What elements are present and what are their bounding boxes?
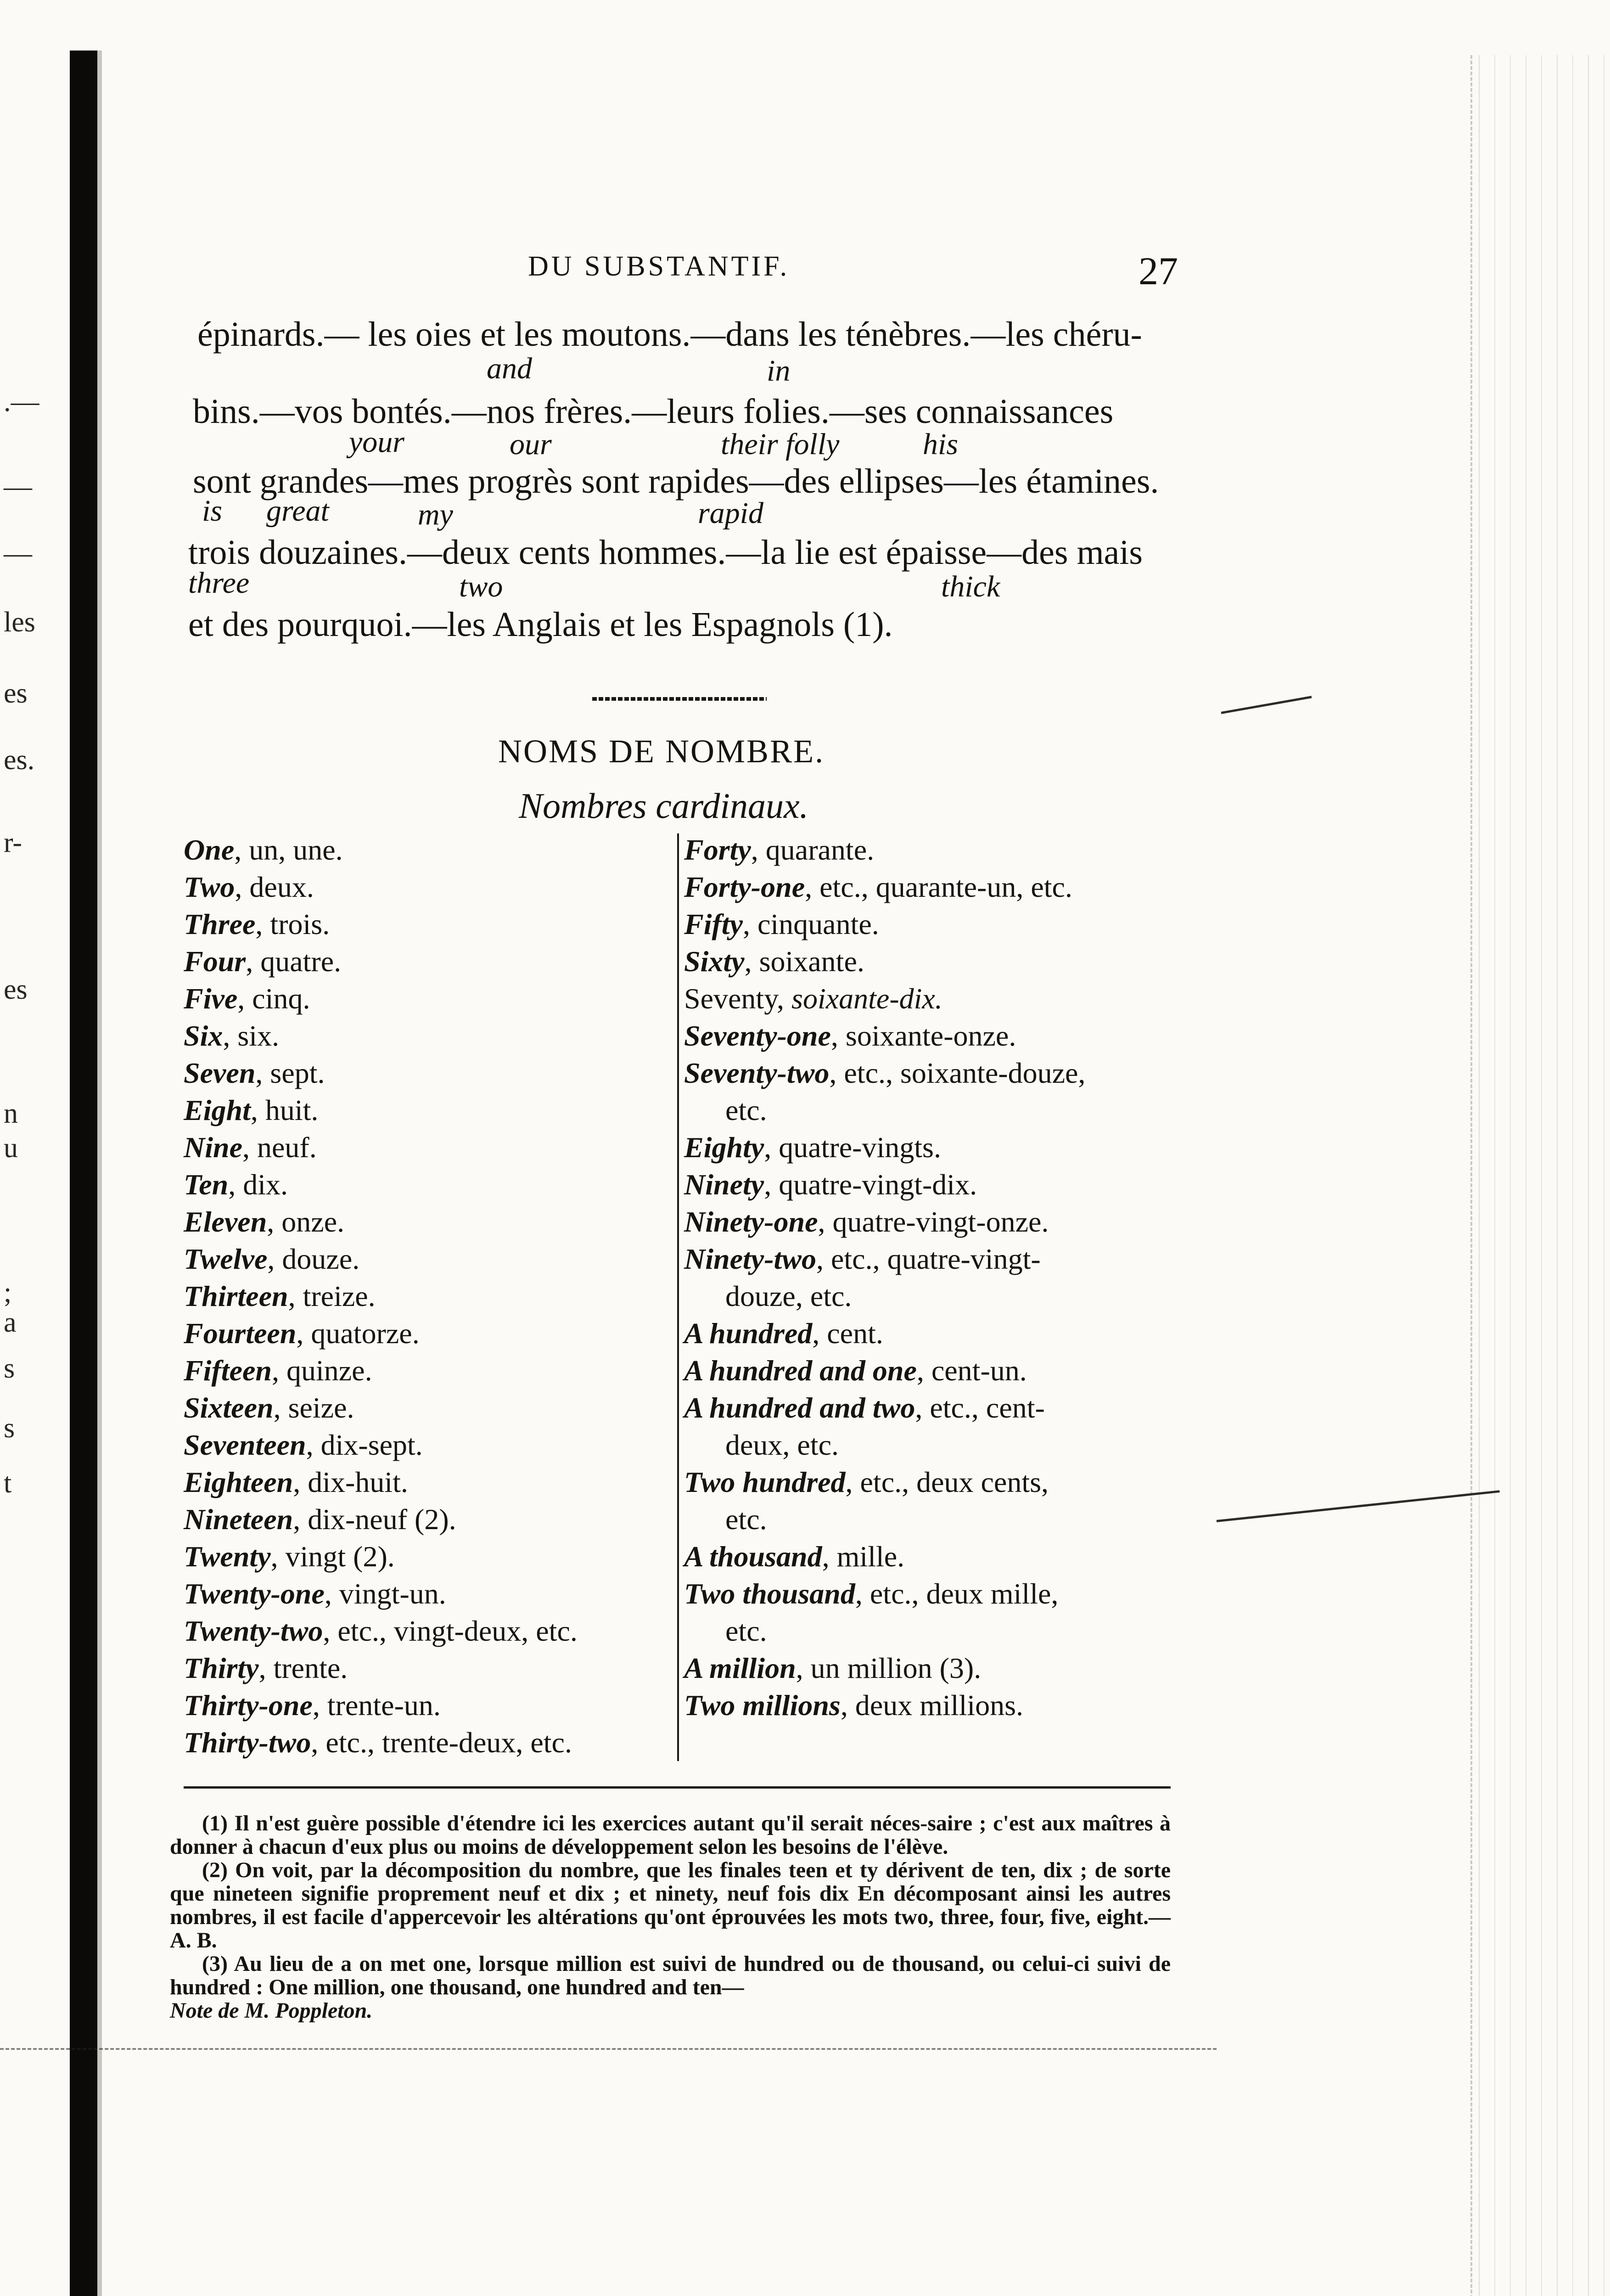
number-entry [184, 1501, 679, 1538]
exercise-line: bins.—vos bontés.—nos frères.—leurs folies.—ses connaissances [193, 392, 1114, 431]
gloss: great [266, 494, 329, 528]
english-number: Eleven [184, 1205, 267, 1238]
number-entry [184, 868, 679, 906]
french-number: , quatre-vingt-dix. [764, 1168, 977, 1201]
english-number: Two hundred [684, 1466, 846, 1498]
english-number: Eighty [684, 1131, 764, 1164]
gloss: in [767, 354, 791, 388]
number-entry [184, 1426, 679, 1463]
french-number: , quinze. [271, 1354, 372, 1387]
english-number: Fourteen [184, 1317, 297, 1350]
gloss: thick [941, 570, 1000, 603]
english-number: A hundred and two [684, 1391, 915, 1424]
french-number: , sept. [255, 1057, 325, 1089]
french-number: douze, etc. [725, 1280, 852, 1312]
gloss: my [418, 498, 453, 531]
english-number: Forty [684, 833, 751, 866]
number-entry [684, 1092, 1207, 1129]
facing-page-bleed [0, 0, 69, 2296]
section-ornament-rule [592, 697, 767, 701]
bleed-text: es [4, 678, 28, 709]
footnotes [170, 1812, 1171, 2022]
french-number: , soixante-onze. [830, 1019, 1016, 1052]
french-number: , douze. [267, 1243, 360, 1275]
english-number: Seven [184, 1057, 256, 1089]
number-entry [684, 1463, 1207, 1501]
english-number: Ten [184, 1168, 229, 1201]
english-number: Eighteen [184, 1466, 293, 1498]
footnote-signature: Note de M. Poppleton. [170, 1998, 373, 2023]
french-number: , quatre-vingt-onze. [818, 1205, 1049, 1238]
number-entry [184, 1352, 679, 1389]
bleed-text: a [4, 1307, 17, 1338]
bleed-text: u [4, 1132, 18, 1164]
footnote-rule [184, 1786, 1171, 1789]
bleed-text: r- [4, 827, 22, 858]
number-entry [184, 1538, 679, 1575]
french-number: , dix-huit. [293, 1466, 408, 1498]
number-entry [684, 943, 1207, 980]
pencil-mark [1221, 696, 1312, 714]
english-number: Sixteen [184, 1391, 274, 1424]
exercise-line: et des pourquoi.—les Anglais et les Espagnols (1). [188, 605, 893, 644]
french-number: , etc., vingt-deux, etc. [323, 1615, 578, 1647]
english-number: Fifteen [184, 1354, 272, 1387]
french-number: etc. [725, 1094, 767, 1126]
running-header: DU SUBSTANTIF. [528, 251, 790, 282]
bleed-text: ; [4, 1277, 12, 1308]
number-entry [184, 1612, 679, 1649]
number-entry [184, 1240, 679, 1277]
page-number: 27 [1139, 249, 1178, 293]
english-number: Nine [184, 1131, 242, 1164]
french-number: , dix-neuf (2). [293, 1503, 456, 1536]
french-number: , trois. [255, 908, 330, 940]
number-entry [684, 906, 1207, 943]
english-number: One [184, 833, 235, 866]
number-entry [684, 868, 1207, 906]
number-entry [684, 1129, 1207, 1166]
french-number: , mille. [822, 1540, 905, 1573]
number-entry [684, 1538, 1207, 1575]
torn-page-edge [1470, 55, 1610, 2296]
number-entry [184, 980, 679, 1017]
footnote-2: (2) On voit, par la décomposition du nombre, que les finales teen et ty dérivent de ten, dix ; de sorte que nineteen signifie proprement neuf et dix ; et ninety, neuf fois dix En décomposant ainsi les autres nombres, il est facile d'appercevoir les altérations qu'ont éprouvées les mots two, three, four, five, eight.—A. B. [170, 1858, 1171, 1953]
french-number: , quatre. [246, 945, 342, 978]
french-number: , etc., cent- [915, 1391, 1045, 1424]
number-entry [184, 1017, 679, 1054]
footnote-3: (3) Au lieu de a on met one, lorsque million est suivi de hundred ou de thousand, ou celui-ci suivi de hundred : One million, one thousand, one hundred and ten— [170, 1952, 1171, 1999]
exercise-line: sont grandes—mes progrès sont rapides—des ellipses—les étamines. [193, 462, 1159, 501]
french-number: , trente-un. [312, 1689, 441, 1722]
french-number: , quatorze. [296, 1317, 420, 1350]
number-entry [684, 980, 1207, 1017]
english-number: Twenty-one [184, 1577, 325, 1610]
number-entry [684, 1501, 1207, 1538]
french-number: , cinquante. [742, 908, 879, 940]
number-entry [184, 1129, 679, 1166]
english-number: Sixty [684, 945, 745, 978]
number-entry [684, 1649, 1207, 1687]
french-number: , six. [223, 1019, 280, 1052]
english-number: Two thousand [684, 1577, 855, 1610]
english-number: Eight [184, 1094, 251, 1126]
gloss: our [510, 428, 552, 461]
english-number: A thousand [684, 1540, 822, 1573]
french-number: , huit. [250, 1094, 319, 1126]
english-number: Thirty-one [184, 1689, 313, 1722]
gutter-shade [97, 51, 102, 2296]
french-number: , soixante. [744, 945, 864, 978]
number-entry [684, 1426, 1207, 1463]
english-number: Thirteen [184, 1280, 288, 1312]
number-entry [684, 1389, 1207, 1426]
number-entry [684, 1352, 1207, 1389]
gloss: his [923, 428, 959, 461]
french-number: , seize. [273, 1391, 354, 1424]
english-number: Nineteen [184, 1503, 293, 1536]
french-number: , etc., quarante-un, etc. [805, 871, 1072, 903]
number-entry [684, 1017, 1207, 1054]
number-entry [684, 1166, 1207, 1203]
footnote-1: (1) Il n'est guère possible d'étendre ici les exercices autant qu'il serait néces-saire ; c'est aux maîtres à donner à chacun d'eux plus ou moins de développement selon les besoins de l'élève. [170, 1811, 1171, 1859]
english-number: Five [184, 982, 238, 1015]
french-number: , cent. [812, 1317, 883, 1350]
exercise-line: trois douzaines.—deux cents hommes.—la lie est épaisse—des mais [188, 533, 1143, 572]
number-entry [184, 1687, 679, 1724]
bleed-text: t [4, 1468, 12, 1499]
french-number: , deux millions. [840, 1689, 1024, 1722]
pencil-stroke [1217, 1490, 1500, 1522]
number-entry [184, 831, 679, 868]
number-entry [684, 1612, 1207, 1649]
number-entry [684, 1277, 1207, 1315]
number-entry [184, 906, 679, 943]
french-number: , treize. [288, 1280, 376, 1312]
gloss: and [487, 352, 532, 385]
french-number: , vingt (2). [270, 1540, 395, 1573]
english-number: Four [184, 945, 246, 978]
bleed-text: s [4, 1412, 15, 1444]
english-number: Ninety [684, 1168, 764, 1201]
french-number: , etc., deux mille, [855, 1577, 1059, 1610]
gloss: rapid [698, 496, 764, 530]
number-entry [184, 1575, 679, 1612]
number-entry [184, 1315, 679, 1352]
gloss: their folly [721, 428, 840, 461]
french-number: , dix. [228, 1168, 288, 1201]
french-number: , quarante. [751, 833, 875, 866]
number-entry [684, 1315, 1207, 1352]
page-fold-line [0, 2048, 1217, 2050]
english-number: Thirty-two [184, 1726, 311, 1759]
number-entry [684, 1575, 1207, 1612]
french-number: , dix-sept. [306, 1429, 423, 1461]
english-number: Twelve [184, 1243, 268, 1275]
number-entry [184, 1166, 679, 1203]
french-number: etc. [725, 1503, 767, 1536]
french-number: , trente. [258, 1652, 348, 1684]
english-number: Seventy-two [684, 1057, 830, 1089]
french-number: , cent-un. [916, 1354, 1027, 1387]
french-number: , etc., trente-deux, etc. [311, 1726, 572, 1759]
english-number: A hundred [684, 1317, 813, 1350]
number-entry [684, 1054, 1207, 1092]
cardinals-right-column [684, 831, 1207, 1724]
number-entry [184, 1092, 679, 1129]
french-number: , un, une. [234, 833, 343, 866]
column-divider [677, 833, 679, 1761]
english-number: Three [184, 908, 256, 940]
english-number: Two millions [684, 1689, 841, 1722]
french-number: , etc., quatre-vingt- [816, 1243, 1041, 1275]
gloss: two [459, 570, 503, 603]
french-number: etc. [725, 1615, 767, 1647]
french-number: , etc., deux cents, [845, 1466, 1049, 1498]
english-number: Seventy-one [684, 1019, 831, 1052]
english-number: Forty-one [684, 871, 805, 903]
number-entry [184, 1463, 679, 1501]
gloss: three [188, 566, 250, 600]
bleed-text: es. [4, 744, 35, 776]
number-entry [184, 1054, 679, 1092]
number-entry [184, 1389, 679, 1426]
number-entry [184, 1277, 679, 1315]
english-number: Seventeen [184, 1429, 306, 1461]
exercise-line: épinards.— les oies et les moutons.—dans les ténèbres.—les chéru- [197, 315, 1142, 354]
english-number: A hundred and one [684, 1354, 917, 1387]
french-number: , un million (3). [796, 1652, 982, 1684]
bleed-text: s [4, 1353, 15, 1384]
french-number-italic: soixante-dix. [791, 982, 942, 1015]
section-title: NOMS DE NOMBRE. [498, 733, 825, 770]
english-number: Twenty-two [184, 1615, 323, 1647]
bleed-text: les [4, 607, 35, 638]
english-number: Fifty [684, 908, 743, 940]
number-entry [684, 831, 1207, 868]
french-number: Seventy, [684, 982, 792, 1015]
french-number: , deux. [235, 871, 314, 903]
number-entry [184, 1724, 679, 1761]
number-entry [184, 943, 679, 980]
number-entry [684, 1240, 1207, 1277]
gloss: your [349, 425, 404, 459]
bleed-text: es [4, 974, 28, 1005]
english-number: Ninety-one [684, 1205, 818, 1238]
book-spine-shadow [70, 51, 97, 2296]
french-number: , onze. [267, 1205, 345, 1238]
english-number: Two [184, 871, 235, 903]
section-subtitle: Nombres cardinaux. [519, 786, 809, 826]
french-number: , etc., soixante-douze, [829, 1057, 1086, 1089]
number-entry [184, 1649, 679, 1687]
english-number: Six [184, 1019, 223, 1052]
french-number: , cinq. [237, 982, 310, 1015]
number-entry [184, 1203, 679, 1240]
french-number: , neuf. [242, 1131, 317, 1164]
gloss: is [202, 494, 223, 528]
bleed-text: n [4, 1098, 18, 1129]
number-entry [684, 1687, 1207, 1724]
english-number: Ninety-two [684, 1243, 816, 1275]
french-number: , vingt-un. [324, 1577, 446, 1610]
french-number: , quatre-vingts. [764, 1131, 941, 1164]
number-entry [684, 1203, 1207, 1240]
cardinals-left-column [184, 831, 679, 1761]
bleed-text: — [4, 471, 32, 502]
bleed-text: .— [4, 386, 39, 417]
english-number: Thirty [184, 1652, 259, 1684]
bleed-text: — [4, 538, 32, 569]
english-number: A million [684, 1652, 796, 1684]
english-number: Twenty [184, 1540, 271, 1573]
french-number: deux, etc. [725, 1429, 839, 1461]
